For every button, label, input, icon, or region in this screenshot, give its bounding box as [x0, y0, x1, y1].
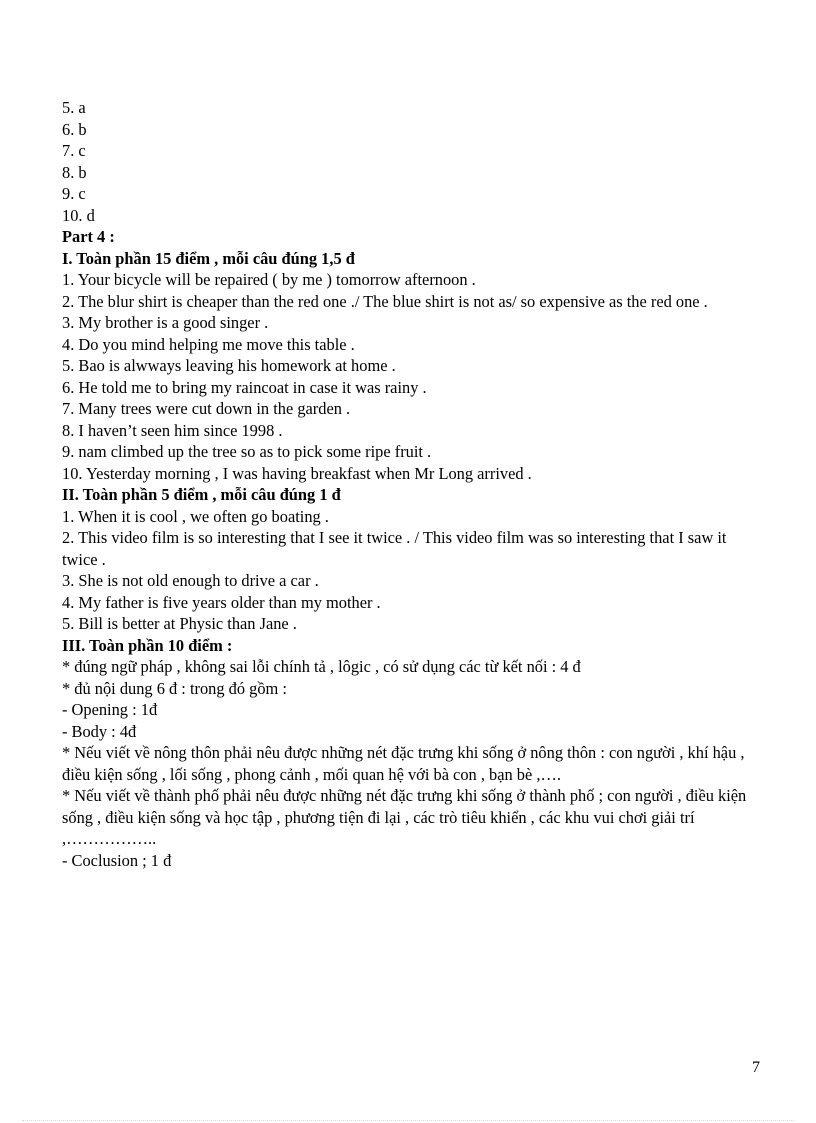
answer-line: 1. When it is cool , we often go boating . [62, 506, 329, 526]
answer-key-body [62, 97, 752, 871]
answer-line: 10. d [62, 205, 95, 225]
answer-line: 5. Bill is better at Physic than Jane . [62, 614, 297, 633]
answer-line: 5. a [62, 98, 86, 117]
answer-line: 1. Your bicycle will be repaired ( by me ) tomorrow afternoon . [62, 270, 476, 289]
section-heading: I. Toàn phần 15 điểm , mỗi câu đúng 1,5 đ [62, 248, 355, 268]
rubric-line: - Body : 4đ [62, 721, 137, 741]
answer-line: 9. c [62, 184, 86, 203]
rubric-line: - Coclusion ; 1 đ [62, 850, 172, 870]
section-heading: III. Toàn phần 10 điểm : [62, 635, 233, 655]
answer-line: 3. She is not old enough to drive a car . [62, 571, 319, 590]
answer-line: 2. The blur shirt is cheaper than the red one ./ The blue shirt is not as/ so expensive as the red one . [62, 291, 708, 311]
answer-line: 4. My father is five years older than my mother . [62, 592, 381, 612]
section-heading: II. Toàn phần 5 điểm , mỗi câu đúng 1 đ [62, 485, 341, 504]
rubric-line: * Nếu viết về thành phố phải nêu được những nét đặc trưng khi sống ở thành phố ; con người , điều kiện sống , điều kiện sống và học tập , phương tiện đi lại , các trò tiêu khiển , các khu vui chơi giải trí ,…………….. [62, 786, 747, 848]
page-bottom-divider [22, 1120, 794, 1121]
rubric-line: * đủ nội dung 6 đ : trong đó gồm : [62, 678, 287, 698]
answer-line: 5. Bao is alwways leaving his homework at home . [62, 356, 396, 375]
answer-line: 9. nam climbed up the tree so as to pick some ripe fruit . [62, 442, 432, 461]
answer-line: 10. Yesterday morning , I was having breakfast when Mr Long arrived . [62, 463, 532, 483]
answer-line: 6. b [62, 119, 87, 139]
answer-line: 8. I haven’t seen him since 1998 . [62, 420, 283, 440]
rubric-line: * Nếu viết về nông thôn phải nêu được những nét đặc trưng khi sống ở nông thôn : con người , khí hậu , điều kiện sống , lối sống , phong cảnh , mối quan hệ với bà con , bạn bè ,…. [62, 743, 745, 784]
answer-line: 7. Many trees were cut down in the garden . [62, 399, 351, 418]
answer-line: 6. He told me to bring my raincoat in case it was rainy . [62, 377, 427, 397]
answer-line: 2. This video film is so interesting that I see it twice . / This video film was so interesting that I saw it twice . [62, 528, 727, 569]
rubric-line: - Opening : 1đ [62, 700, 158, 719]
answer-line: 7. c [62, 141, 86, 160]
part-heading: Part 4 : [62, 227, 115, 246]
rubric-line: * đúng ngữ pháp , không sai lỗi chính tả , lôgic , có sử dụng các từ kết nối : 4 đ [62, 657, 581, 676]
answer-line: 8. b [62, 162, 87, 182]
answer-line: 4. Do you mind helping me move this table . [62, 334, 355, 354]
answer-line: 3. My brother is a good singer . [62, 313, 269, 332]
page-number: 7 [752, 1059, 760, 1076]
